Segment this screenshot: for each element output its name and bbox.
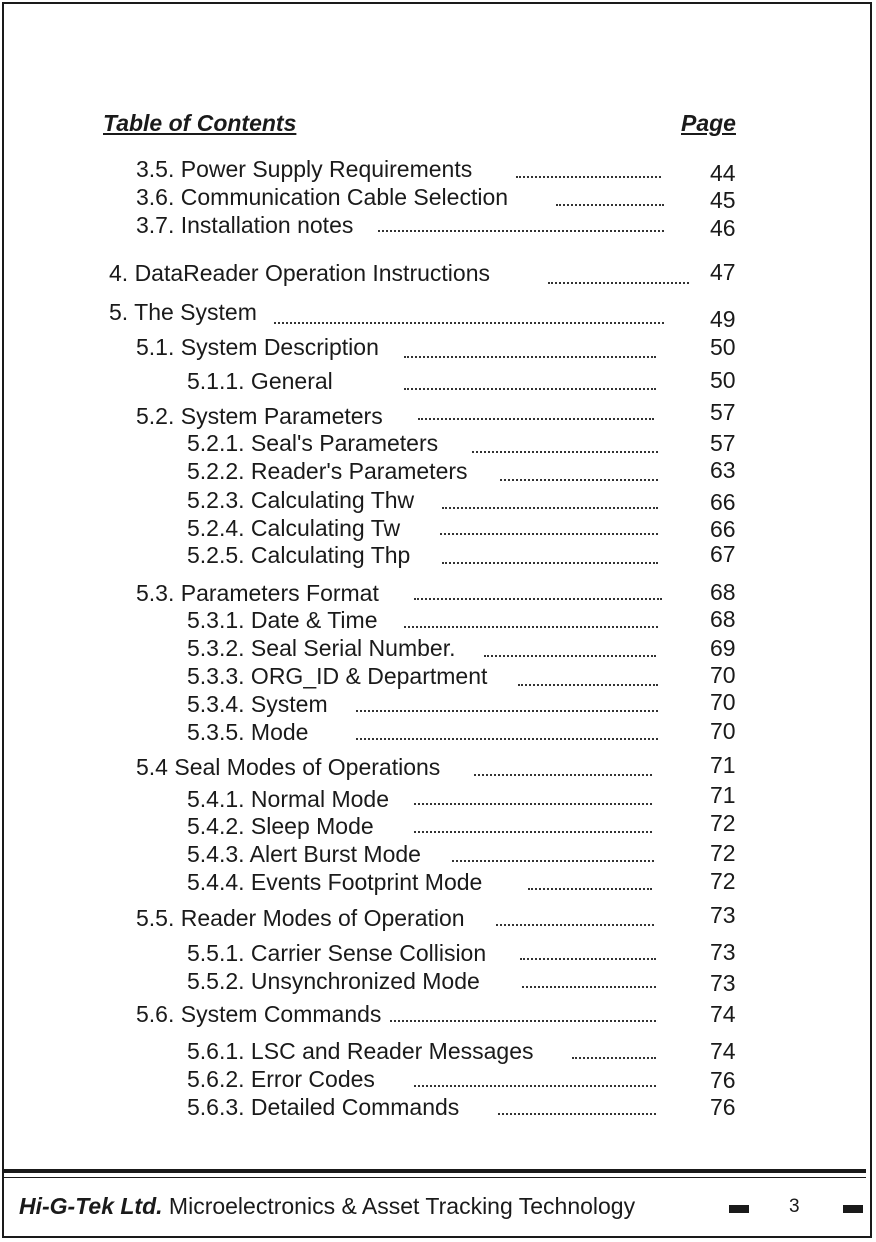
leader-dots [518, 684, 658, 686]
footer-company: Hi-G-Tek Ltd. [19, 1193, 163, 1219]
toc-entry-5-4[interactable]: 5.4 Seal Modes of Operations [136, 754, 441, 780]
toc-entry-3-7[interactable]: 3.7. Installation notes [136, 212, 354, 238]
toc-page-5-2-1: 57 [710, 430, 736, 456]
leader-dots [418, 418, 654, 420]
footer-mark-left [729, 1205, 749, 1213]
toc-entry-5-3-4[interactable]: 5.3.4. System [187, 691, 328, 717]
leader-dots [474, 774, 652, 776]
toc-page-5-3: 68 [710, 579, 736, 605]
toc-page-5-4-4: 72 [710, 868, 736, 894]
toc-page-5-2: 57 [710, 399, 736, 425]
toc-page-5-4-1: 71 [710, 782, 736, 808]
leader-dots [472, 451, 658, 453]
toc-entry-5-5-2[interactable]: 5.5.2. Unsynchronized Mode [187, 968, 480, 994]
toc-page-5-1-1: 50 [710, 367, 736, 393]
footer-rule-thick [4, 1169, 866, 1173]
toc-entry-5-4-3[interactable]: 5.4.3. Alert Burst Mode [187, 841, 421, 867]
leader-dots [528, 888, 652, 890]
leader-dots [440, 533, 658, 535]
toc-entry-5-2-1[interactable]: 5.2.1. Seal's Parameters [187, 430, 439, 456]
toc-entry-3-5[interactable]: 3.5. Power Supply Requirements [136, 156, 473, 182]
leader-dots [484, 655, 656, 657]
toc-entry-5-3-1[interactable]: 5.3.1. Date & Time [187, 607, 378, 633]
leader-dots [414, 1085, 656, 1087]
toc-entry-5-2[interactable]: 5.2. System Parameters [136, 403, 383, 429]
leader-dots [520, 958, 656, 960]
toc-page-5-1: 50 [710, 334, 736, 360]
toc-entry-5-3-3[interactable]: 5.3.3. ORG_ID & Department [187, 663, 488, 689]
footer-text [19, 1192, 635, 1220]
toc-page-5-2-5: 67 [710, 541, 736, 567]
toc-entry-5-3-2[interactable]: 5.3.2. Seal Serial Number. [187, 635, 456, 661]
toc-entry-4[interactable]: 4. DataReader Operation Instructions [109, 260, 490, 286]
toc-entry-5-4-1[interactable]: 5.4.1. Normal Mode [187, 786, 389, 812]
leader-dots [404, 356, 656, 358]
toc-page-5-4-2: 72 [710, 810, 736, 836]
toc-entry-5-2-5[interactable]: 5.2.5. Calculating Thp [187, 542, 411, 568]
leader-dots [274, 322, 664, 324]
toc-page-5-3-3: 70 [710, 662, 736, 688]
toc-entry-5-3-5[interactable]: 5.3.5. Mode [187, 719, 309, 745]
leader-dots [378, 230, 664, 232]
toc-entry-5-6[interactable]: 5.6. System Commands [136, 1001, 382, 1027]
toc-entry-5-4-4[interactable]: 5.4.4. Events Footprint Mode [187, 869, 483, 895]
page-column-heading: Page [681, 110, 736, 136]
toc-entry-3-6[interactable]: 3.6. Communication Cable Selection [136, 184, 509, 210]
toc-page-5-3-5: 70 [710, 718, 736, 744]
leader-dots [414, 598, 662, 600]
leader-dots [556, 204, 664, 206]
leader-dots [414, 803, 652, 805]
leader-dots [356, 710, 658, 712]
toc-page-5-5-1: 73 [710, 939, 736, 965]
toc-page-5: 49 [710, 306, 736, 332]
toc-page-5-2-4: 66 [710, 516, 736, 542]
leader-dots [522, 986, 656, 988]
toc-page-5-3-2: 69 [710, 635, 736, 661]
leader-dots [516, 176, 661, 178]
toc-page-5-4-3: 72 [710, 840, 736, 866]
leader-dots [442, 562, 658, 564]
toc-page-5-5: 73 [710, 902, 736, 928]
leader-dots [548, 282, 689, 284]
leader-dots [404, 388, 656, 390]
toc-entry-5-2-2[interactable]: 5.2.2. Reader's Parameters [187, 458, 468, 484]
leader-dots [356, 738, 658, 740]
leader-dots [500, 479, 658, 481]
toc-entry-5-3[interactable]: 5.3. Parameters Format [136, 580, 379, 606]
toc-page-5-2-2: 63 [710, 457, 736, 483]
toc-page-5-3-4: 70 [710, 689, 736, 715]
leader-dots [390, 1020, 656, 1022]
toc-page-3-7: 46 [710, 215, 736, 241]
toc-entry-5-1[interactable]: 5.1. System Description [136, 334, 379, 360]
leader-dots [498, 1113, 656, 1115]
toc-heading: Table of Contents [103, 110, 297, 136]
footer-tagline: Microelectronics & Asset Tracking Technology [162, 1193, 636, 1219]
toc-entry-5-6-2[interactable]: 5.6.2. Error Codes [187, 1066, 375, 1092]
toc-entry-5-4-2[interactable]: 5.4.2. Sleep Mode [187, 813, 374, 839]
toc-page-3-6: 45 [710, 187, 736, 213]
toc-entry-5[interactable]: 5. The System [109, 299, 257, 325]
toc-page-5-6-3: 76 [710, 1094, 736, 1120]
toc-entry-5-5-1[interactable]: 5.5.1. Carrier Sense Collision [187, 940, 487, 966]
toc-entry-5-6-3[interactable]: 5.6.3. Detailed Commands [187, 1094, 460, 1120]
toc-page-5-6-1: 74 [710, 1038, 736, 1064]
toc-page-4: 47 [710, 259, 736, 285]
toc-entry-5-2-3[interactable]: 5.2.3. Calculating Thw [187, 487, 415, 513]
footer-mark-right [843, 1205, 863, 1213]
toc-page-5-3-1: 68 [710, 606, 736, 632]
toc-page-3-5: 44 [710, 160, 736, 186]
toc-page-5-6-2: 76 [710, 1067, 736, 1093]
page-number: 3 [789, 1196, 800, 1217]
leader-dots [404, 626, 658, 628]
toc-entry-5-5[interactable]: 5.5. Reader Modes of Operation [136, 905, 465, 931]
footer-rule-thin [4, 1177, 866, 1178]
leader-dots [452, 860, 654, 862]
leader-dots [442, 507, 658, 509]
toc-entry-5-6-1[interactable]: 5.6.1. LSC and Reader Messages [187, 1038, 534, 1064]
toc-entry-5-1-1[interactable]: 5.1.1. General [187, 368, 333, 394]
toc-page-5-4: 71 [710, 752, 736, 778]
toc-page-5-6: 74 [710, 1001, 736, 1027]
toc-entry-5-2-4[interactable]: 5.2.4. Calculating Tw [187, 515, 401, 541]
leader-dots [572, 1057, 656, 1059]
toc-page-5-2-3: 66 [710, 489, 736, 515]
leader-dots [496, 924, 654, 926]
leader-dots [414, 831, 652, 833]
toc-page-5-5-2: 73 [710, 970, 736, 996]
